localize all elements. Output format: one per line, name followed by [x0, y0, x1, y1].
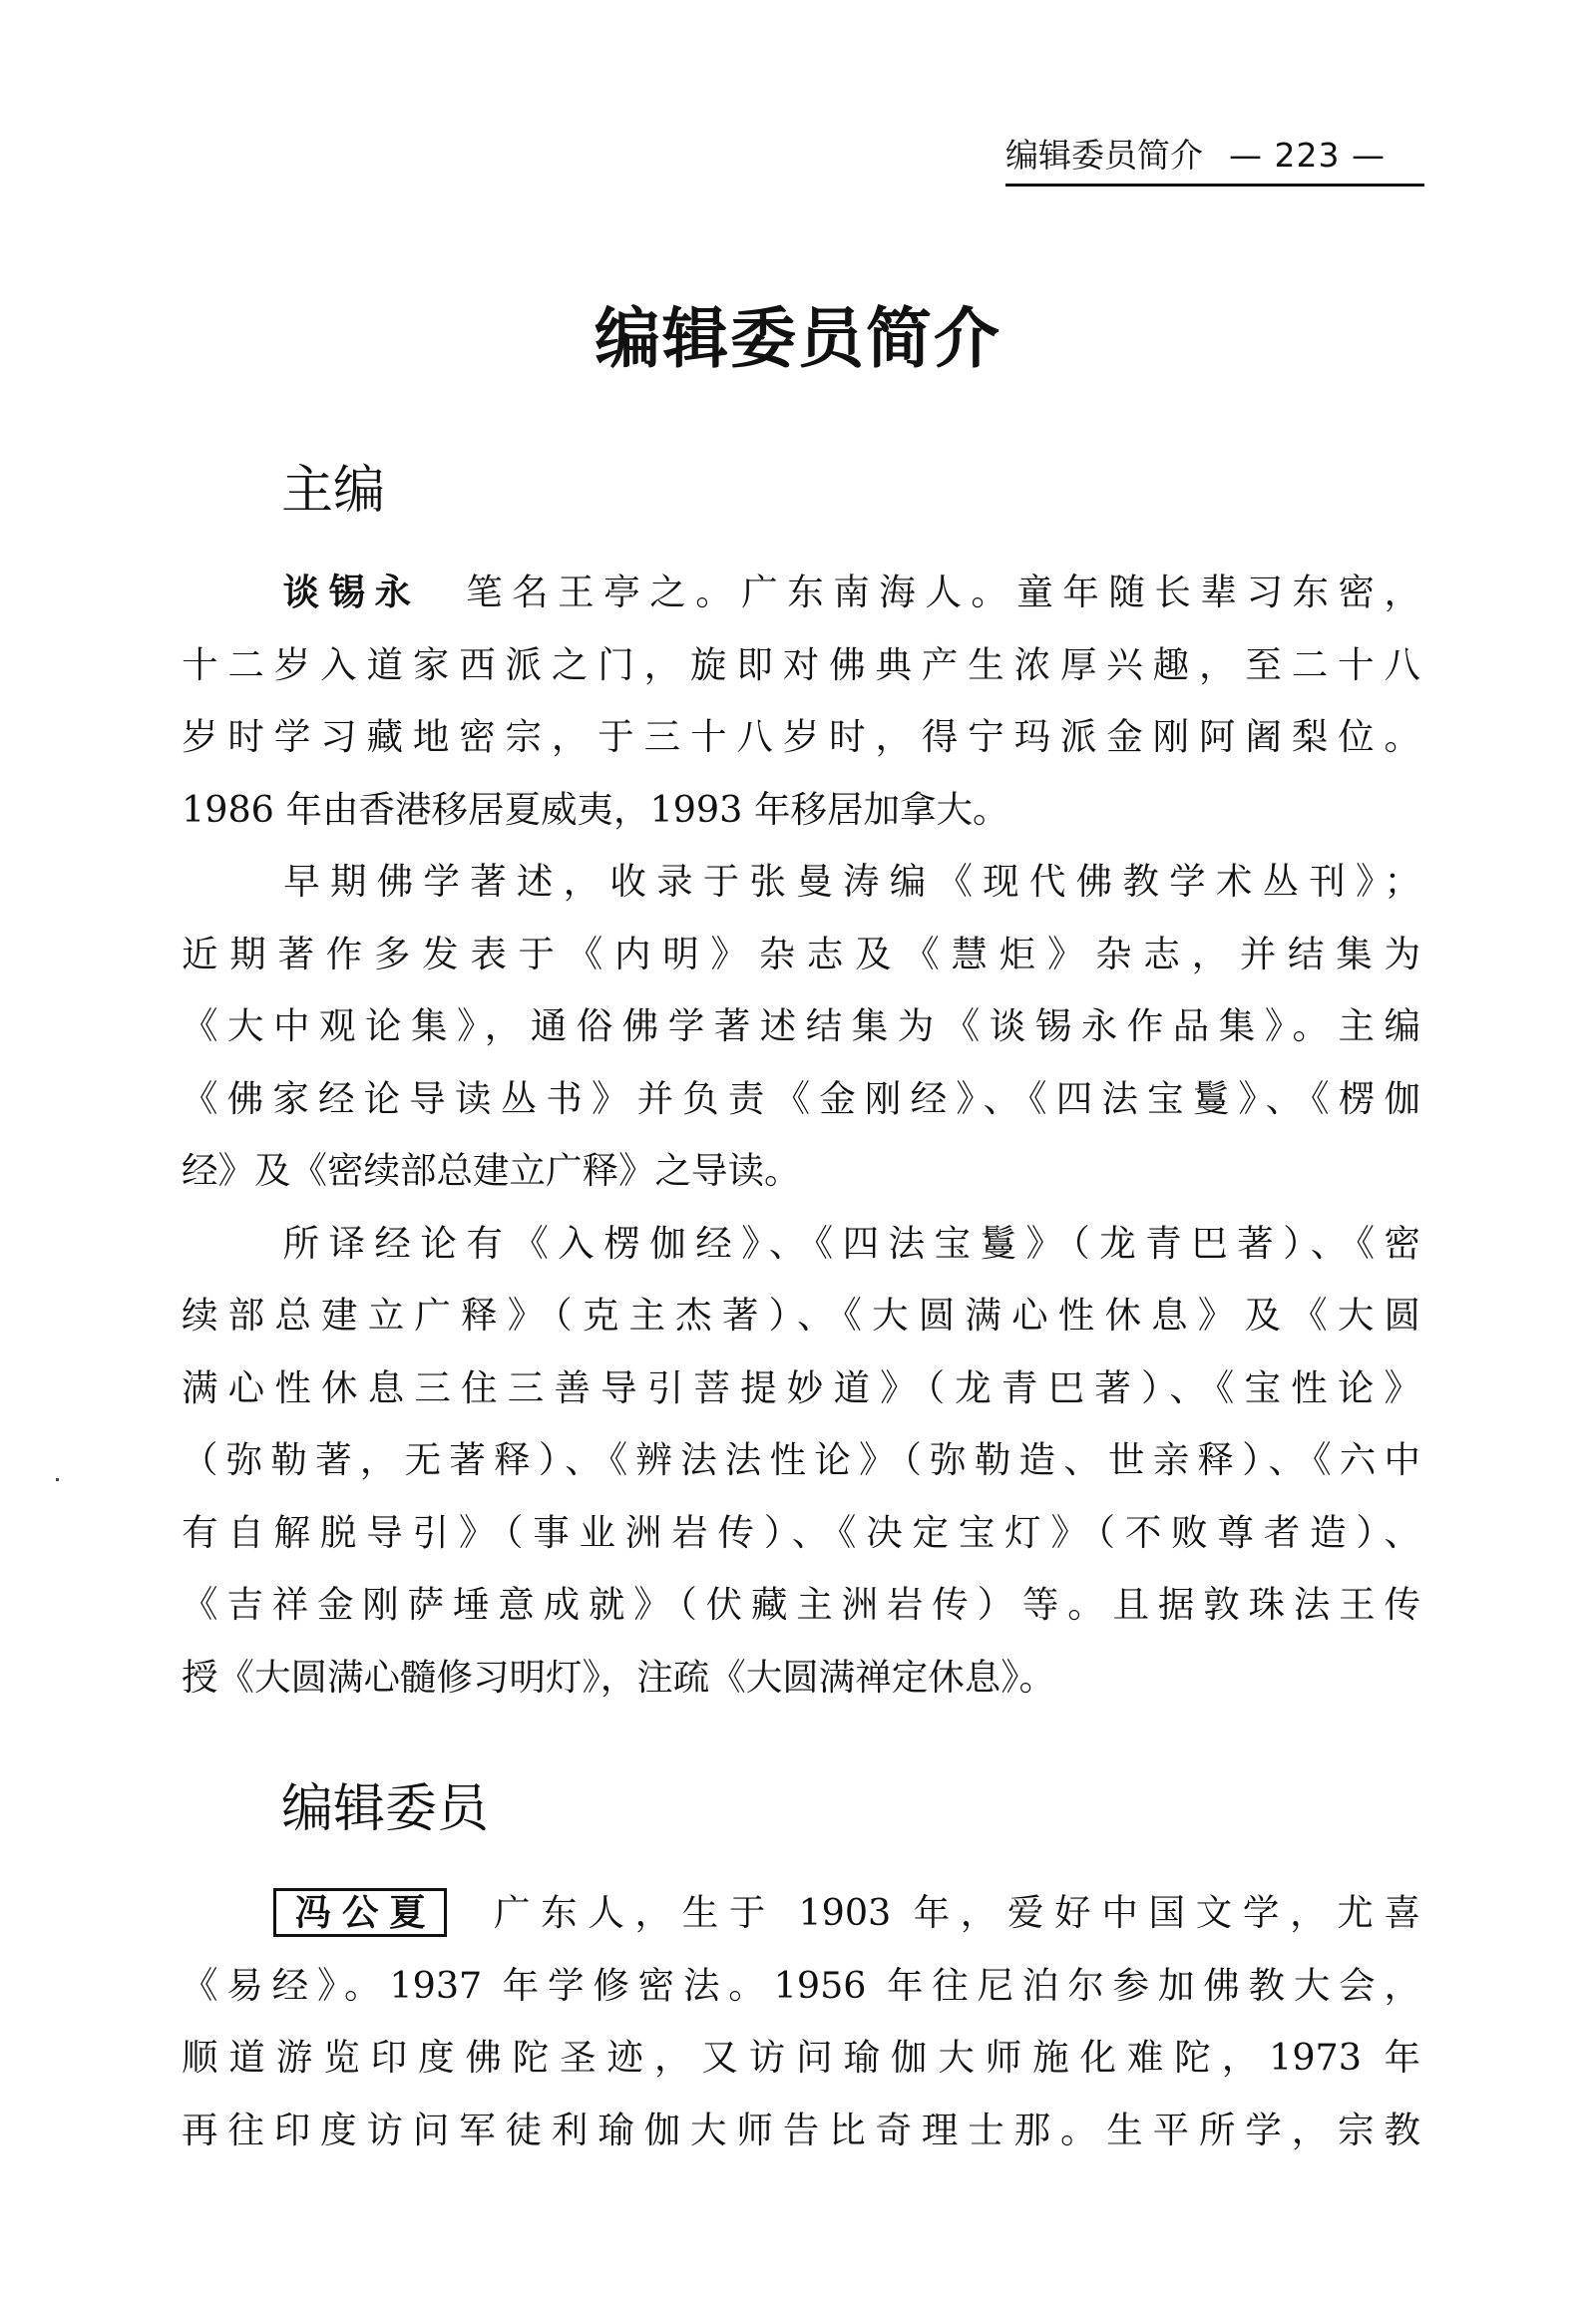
- text-line: 早期佛学著述，收录于张曼涛编《现代佛教学术丛刊》；: [273, 860, 1420, 903]
- section-heading-chief-editor: 主编: [281, 461, 386, 521]
- person-name: 冯公夏: [273, 1888, 447, 1937]
- text-line: 《易经》。1937 年学修密法。1956 年往尼泊尔参加佛教大会，: [182, 1963, 1420, 2007]
- text-line: 所译经论有《入楞伽经》、《四法宝鬘》（龙青巴著）、《密: [273, 1221, 1420, 1265]
- running-head: [1005, 136, 1424, 187]
- text-line: 顺道游览印度佛陀圣迹，又访问瑜伽大师施化难陀，1973 年: [182, 2036, 1420, 2079]
- text-line: 再往印度访问军徒利瑜伽大师告比奇理士那。生平所学，宗教: [182, 2108, 1420, 2151]
- text-line: 近期著作多发表于《内明》杂志及《慧炬》杂志，并结集为: [182, 932, 1420, 975]
- person-name: 谈锡永: [273, 571, 421, 613]
- text-line: 冯公夏 广东人，生于 1903 年，爱好中国文学，尤喜: [182, 1877, 1420, 1950]
- text-line: 谈锡永 笔名王亭之。广东南海人。童年随长辈习东密，: [273, 571, 1421, 613]
- text-line: 经》及《密续部总建立广释》之导读。: [182, 1149, 801, 1192]
- page-title: 编辑委员简介: [595, 300, 1001, 377]
- text-line: 岁时学习藏地密宗，于三十八岁时，得宁玛派金刚阿阇梨位。: [182, 715, 1420, 758]
- section-heading-editorial-board: 编辑委员: [281, 1779, 490, 1839]
- text-line: 续部总建立广释》（克主杰著）、《大圆满心性休息》及《大圆: [182, 1294, 1420, 1337]
- text-line: 1986 年由香港移居夏威夷，1993 年移居加拿大。: [182, 787, 1009, 831]
- text-line: 《佛家经论导读丛书》并负责《金刚经》、《四法宝鬘》、《楞伽: [182, 1076, 1420, 1120]
- text-line: 满心性休息三住三善导引菩提妙道》（龙青巴著）、《宝性论》: [182, 1365, 1420, 1409]
- running-head-title: 编辑委员简介: [1005, 136, 1203, 175]
- page-number: — 223 —: [1229, 136, 1386, 175]
- text-line: 授《大圆满心髓修习明灯》，注疏《大圆满禅定休息》。: [182, 1655, 1055, 1699]
- text-line: （弥勒著，无著释）、《辨法法性论》（弥勒造、世亲释）、《六中: [182, 1438, 1420, 1481]
- text-line: 《大中观论集》，通俗佛学著述结集为《谈锡永作品集》。主编: [182, 1004, 1420, 1047]
- scan-speck: [56, 1478, 59, 1481]
- text-line: 有自解脱导引》（事业洲岩传）、《决定宝灯》（不败尊者造）、: [182, 1510, 1420, 1554]
- biography-tan-xiyong: [182, 557, 1420, 1714]
- text-line: 《吉祥金刚萨埵意成就》（伏藏主洲岩传）等。且据敦珠法王传: [182, 1583, 1420, 1626]
- biography-feng-gongxia: [182, 1877, 1420, 2166]
- text-line: 十二岁入道家西派之门，旋即对佛典产生浓厚兴趣，至二十八: [182, 642, 1420, 686]
